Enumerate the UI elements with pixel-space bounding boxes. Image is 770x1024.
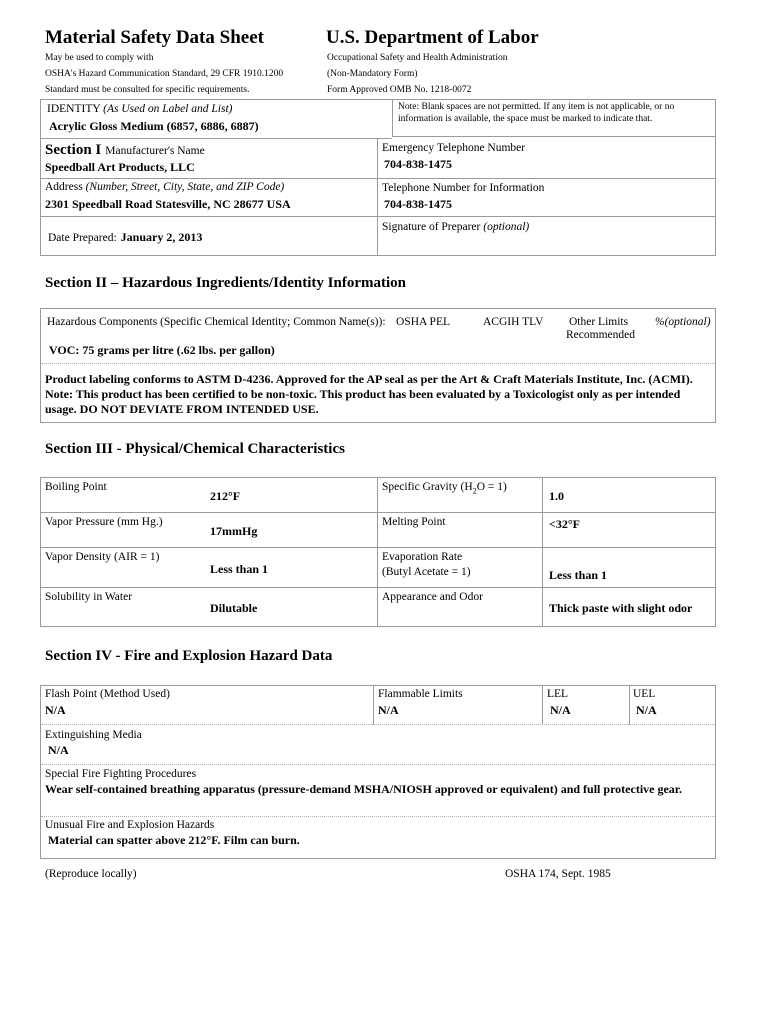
- special-procedures-label: Special Fire Fighting Procedures: [45, 768, 197, 780]
- vapor-density-label: Vapor Density (AIR = 1): [45, 551, 160, 563]
- percent-column-header: %(optional): [655, 316, 711, 328]
- header-right-line-3: Form Approved OMB No. 1218-0072: [327, 85, 472, 95]
- flammable-limits-label: Flammable Limits: [378, 688, 463, 700]
- components-column-header: Hazardous Components (Specific Chemical Identity; Common Name(s)):: [47, 316, 386, 328]
- emergency-phone-label: Emergency Telephone Number: [382, 142, 526, 154]
- special-procedures-value[interactable]: Wear self-contained breathing apparatus (pressure-demand MSHA/NIOSH approved or equivalent) and full protective gear.: [45, 782, 683, 796]
- signature-label-hint: (optional): [483, 221, 530, 233]
- other-limits-column-header: Other Limits: [569, 316, 629, 328]
- header-left-line-2: OSHA's Hazard Communication Standard, 29 CFR 1910.1200: [45, 69, 284, 79]
- recommended-column-header: Recommended: [566, 329, 635, 341]
- evaporation-rate-label: Evaporation Rate: [382, 551, 463, 563]
- date-prepared-value[interactable]: January 2, 2013: [120, 230, 203, 244]
- boiling-point-label: Boiling Point: [45, 481, 107, 493]
- instructions-note: Note: Blank spaces are not permitted. If any item is not applicable, or no information is available, the space must be marked to indicate that.: [398, 102, 675, 124]
- vapor-density-value[interactable]: Less than 1: [210, 562, 269, 576]
- address-label-text: Address: [45, 181, 83, 193]
- boiling-point-value[interactable]: 212°F: [210, 489, 241, 503]
- specific-gravity-value[interactable]: 1.0: [549, 489, 564, 503]
- date-prepared-label: Date Prepared:: [48, 232, 117, 244]
- vapor-pressure-label: Vapor Pressure (mm Hg.): [45, 516, 163, 528]
- acgih-tlv-column-header: ACGIH TLV: [483, 316, 544, 328]
- extinguishing-media-label: Extinguishing Media: [45, 729, 142, 741]
- flash-point-label: Flash Point (Method Used): [45, 688, 170, 700]
- lel-value[interactable]: N/A: [550, 703, 571, 717]
- info-phone-label: Telephone Number for Information: [382, 182, 545, 194]
- section-1-heading: Section I: [45, 142, 102, 158]
- uel-label: UEL: [633, 688, 656, 700]
- manufacturer-label: [45, 141, 205, 159]
- form-title: Material Safety Data Sheet: [45, 27, 264, 48]
- date-prepared: [48, 228, 202, 246]
- flash-point-value[interactable]: N/A: [45, 703, 66, 717]
- specific-gravity-label: [382, 481, 507, 495]
- header-right-line-1: Occupational Safety and Health Administration: [327, 53, 508, 63]
- identity-label: [47, 103, 232, 115]
- header-left-line-1: May be used to comply with: [45, 53, 154, 63]
- melting-point-label: Melting Point: [382, 516, 446, 528]
- section-2-title: Section II – Hazardous Ingredients/Identity Information: [45, 275, 406, 291]
- agency-title: U.S. Department of Labor: [326, 27, 539, 48]
- melting-point-value[interactable]: <32°F: [549, 517, 580, 531]
- voc-value[interactable]: VOC: 75 grams per litre (.62 lbs. per gallon): [49, 343, 275, 357]
- info-phone-value[interactable]: 704-838-1475: [384, 197, 452, 211]
- evaporation-rate-sublabel: (Butyl Acetate = 1): [382, 566, 471, 578]
- vapor-pressure-value[interactable]: 17mmHg: [210, 524, 258, 538]
- section-4-title: Section IV - Fire and Explosion Hazard Data: [45, 648, 333, 664]
- gravity-label-post: O = 1): [476, 481, 507, 493]
- identity-label-text: IDENTITY: [47, 103, 101, 115]
- solubility-label: Solubility in Water: [45, 591, 133, 603]
- labeling-statement: Product labeling conforms to ASTM D-4236. Approved for the AP seal as per the Art & Craft Materials Institute, Inc. (ACMI). Note: This product has been certified to be non-toxic. This product has been evaluated by a Toxicologist only as per intended usage. DO NOT DEVIATE FROM INTENDED USE.: [45, 372, 693, 416]
- address-value[interactable]: 2301 Speedball Road Statesville, NC 28677 USA: [45, 197, 291, 211]
- unusual-hazards-label: Unusual Fire and Explosion Hazards: [45, 819, 215, 831]
- osha-pel-column-header: OSHA PEL: [396, 316, 450, 328]
- appearance-odor-value[interactable]: Thick paste with slight odor: [549, 601, 693, 615]
- manufacturer-label-text: Manufacturer's Name: [105, 145, 205, 157]
- lel-label: LEL: [547, 688, 569, 700]
- header-right-line-2: (Non-Mandatory Form): [327, 69, 418, 79]
- address-label-hint: (Number, Street, City, State, and ZIP Code): [85, 181, 285, 193]
- gravity-label-sub: 2: [472, 486, 477, 496]
- address-label: [45, 181, 284, 193]
- identity-label-hint: (As Used on Label and List): [103, 103, 233, 115]
- emergency-phone-value[interactable]: 704-838-1475: [384, 157, 452, 171]
- unusual-hazards-value[interactable]: Material can spatter above 212°F. Film can burn.: [48, 833, 300, 847]
- footer-form-number: OSHA 174, Sept. 1985: [505, 868, 611, 880]
- appearance-odor-label: Appearance and Odor: [382, 591, 483, 603]
- header-left-line-3: Standard must be consulted for specific requirements.: [45, 85, 250, 95]
- gravity-label-pre: Specific Gravity (H: [382, 481, 473, 493]
- section-3-title: Section III - Physical/Chemical Characteristics: [45, 441, 345, 457]
- flammable-limits-value[interactable]: N/A: [378, 703, 399, 717]
- footer-reproduce: (Reproduce locally): [45, 868, 137, 880]
- signature-label: [382, 221, 529, 233]
- manufacturer-value[interactable]: Speedball Art Products, LLC: [45, 160, 195, 174]
- extinguishing-media-value[interactable]: N/A: [48, 743, 69, 757]
- evaporation-rate-value[interactable]: Less than 1: [549, 568, 608, 582]
- uel-value[interactable]: N/A: [636, 703, 657, 717]
- solubility-value[interactable]: Dilutable: [210, 601, 258, 615]
- signature-label-text: Signature of Preparer: [382, 221, 481, 233]
- identity-value[interactable]: Acrylic Gloss Medium (6857, 6886, 6887): [49, 119, 259, 133]
